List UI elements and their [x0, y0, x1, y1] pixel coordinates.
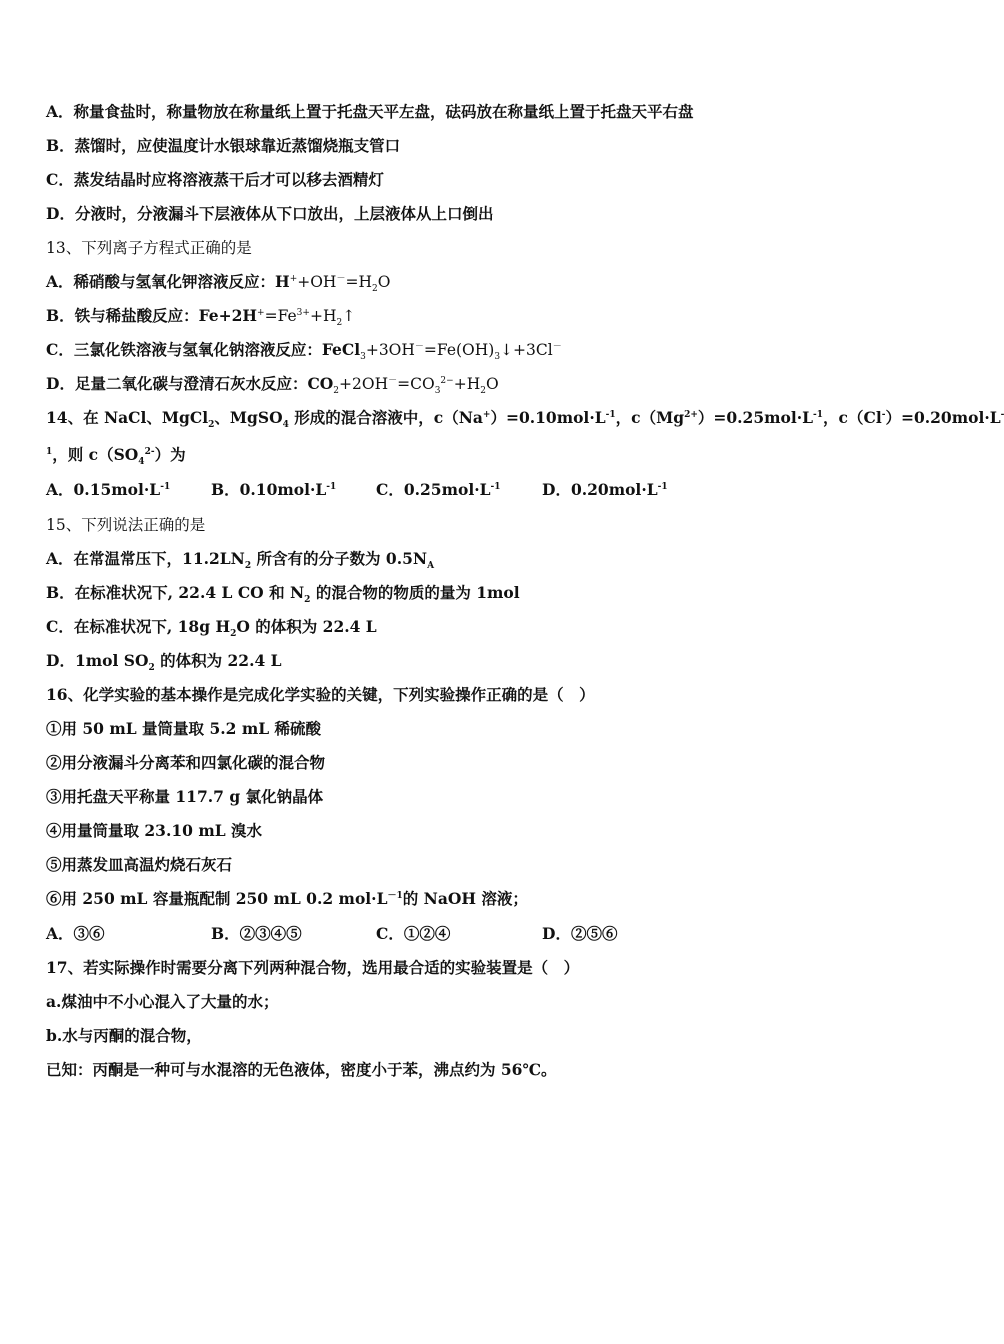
- q15-option-c: C．在标准状况下, 18g $H_2O$ 的体积为 22.4 L: [46, 617, 377, 640]
- option-text: 足量二氧化碳与澄清石灰水反应：CO: [74, 374, 334, 393]
- q14-stem-text: 14、在 NaCl、MgCl: [46, 408, 209, 427]
- q16-option-b: B．②③④⑤: [211, 924, 302, 943]
- q16-item-4: ④用量筒量取 23.10 mL 溴水: [46, 821, 263, 840]
- option-text: 称量食盐时，称量物放在称量纸上置于托盘天平左盘，砝码放在称量纸上置于托盘天平右盘: [73, 102, 694, 121]
- q14-options: [46, 479, 910, 501]
- option-text: 铁与稀盐酸反应：Fe+2H: [74, 306, 258, 325]
- q14-stem-cont: $^1$，则 $c(SO_4^{2-})$为: [46, 445, 186, 468]
- q15-option-b: B．在标准状况下, 22.4 L CO 和 $N_2$ 的混合物的物质的量为 1mol: [46, 583, 520, 606]
- q16-option-d: D．②⑤⑥: [542, 924, 618, 943]
- option-label: D．: [46, 651, 75, 670]
- q16-option-c: C．①②④: [376, 924, 451, 943]
- option-text: 稀硝酸与氢氧化钾溶液反应：H: [73, 272, 290, 291]
- option-label: C．: [46, 340, 74, 359]
- option-label: D．: [46, 204, 75, 223]
- q16-item-1: ①用 50 mL 量筒量取 5.2 mL 稀硫酸: [46, 719, 322, 738]
- option-label: A．: [46, 272, 74, 291]
- q17-mixture-b: b.水与丙酮的混合物，: [46, 1026, 202, 1045]
- q17-mixture-a: a.煤油中不小心混入了大量的水；: [46, 992, 279, 1011]
- q13-stem: 13、下列离子方程式正确的是: [46, 239, 252, 257]
- option-label: B．: [46, 306, 75, 325]
- option-text: 蒸发结晶时应将溶液蒸干后才可以移去酒精灯: [73, 170, 384, 189]
- option-label: A．: [46, 102, 74, 121]
- option-text: 蒸馏时，应使温度计水银球靠近蒸馏烧瓶支管口: [74, 136, 401, 155]
- option-label: A．: [46, 549, 74, 568]
- option-label: B．: [46, 136, 75, 155]
- q16-item-6: ⑥用 250 mL 容量瓶配制 250 mL 0.2 $mol\cdot L^{-1}$的 NaOH 溶液；: [46, 889, 528, 908]
- q16-stem: 16、化学实验的基本操作是完成化学实验的关键，下列实验操作正确的是（ ）: [46, 685, 595, 704]
- q14-option-a: A．$0.15mol\cdot L^{-1}$: [46, 480, 171, 499]
- q14-option-d: D．$0.20mol\cdot L^{-1}$: [542, 480, 668, 499]
- q12-option-a: [46, 101, 910, 123]
- option-label: C．: [46, 170, 74, 189]
- q15-stem: 15、下列说法正确的是: [46, 516, 206, 534]
- q13-option-b: B．铁与稀盐酸反应：$Fe+2H^+=Fe^{3+}+H_2↑$: [46, 306, 356, 329]
- q14-option-b: B．$0.10mol\cdot L^{-1}$: [211, 480, 337, 499]
- option-text: 分液时，分液漏斗下层液体从下口放出，上层液体从上口倒出: [74, 204, 494, 223]
- q12-option-b: [46, 135, 910, 157]
- q17-note: 已知：丙酮是一种可与水混溶的无色液体，密度小于苯，沸点约为 56℃。: [46, 1060, 557, 1079]
- q13-option-c: C．三氯化铁溶液与氢氧化钠溶液反应：$FeCl_3+3OH^-=Fe(OH)_3↓+3Cl^-$: [46, 340, 562, 363]
- option-label: D．: [46, 374, 75, 393]
- q12-option-d: [46, 203, 910, 225]
- q16-item-3: ③用托盘天平称量 117.7 g 氯化钠晶体: [46, 787, 324, 806]
- q13-option-d: D．足量二氧化碳与澄清石灰水反应：$CO_2+2OH^-=CO_3^{2-}+H_2O$: [46, 374, 499, 397]
- q14-stem: 14、在 NaCl、MgCl$_2$、MgSO$_4$ 形成的混合溶液中，$c(Na^+)=0.10mol\cdot L^{-1}$，$c(Mg^{2+})=0.25mol\cdot L^{-1}$，c（Cl-）=0.20mol·L: [46, 408, 1001, 431]
- option-label: B．: [46, 583, 75, 602]
- q15-option-d: D．1mol $SO_2$ 的体积为 22.4 L: [46, 651, 282, 674]
- q16-options: [46, 923, 910, 945]
- q16-item-2: ②用分液漏斗分离苯和四氯化碳的混合物: [46, 753, 326, 772]
- q15-option-a: A．在常温常压下，$11.2LN_2$ 所含有的分子数为 $0.5N_A$: [46, 549, 435, 572]
- q16-item-5: ⑤用蒸发皿高温灼烧石灰石: [46, 855, 233, 874]
- q14-option-c: C．$0.25mol\cdot L^{-1}$: [376, 480, 501, 499]
- option-label: C．: [46, 617, 74, 636]
- option-text: 三氯化铁溶液与氢氧化钠溶液反应：FeCl: [73, 340, 361, 359]
- q12-option-c: [46, 169, 910, 191]
- q13-option-a: A．稀硝酸与氢氧化钾溶液反应：$H^++OH^-=H_2O$: [46, 272, 391, 295]
- q17-stem: 17、若实际操作时需要分离下列两种混合物，选用最合适的实验装置是（ ）: [46, 958, 580, 977]
- q16-option-a: A．③⑥: [46, 924, 105, 943]
